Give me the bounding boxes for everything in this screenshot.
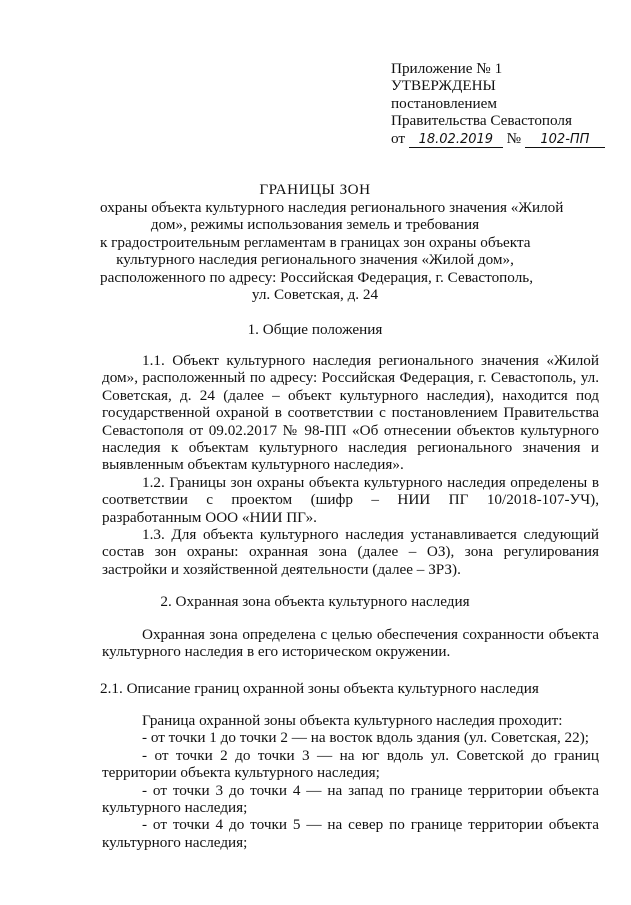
- boundary-item: - от точки 4 до точки 5 — на север по границе территории объекта культурного наследия;: [102, 816, 599, 851]
- approved-label: УТВЕРЖДЕНЫ: [391, 77, 496, 95]
- paragraph-1-2: 1.2. Границы зон охраны объекта культурного наследия определены в соответствии с проектом (шифр – НИИ ПГ 10/2018-107-УЧ), разработанным ООО «НИИ ПГ».: [102, 473, 599, 526]
- document-title: ГРАНИЦЫ ЗОН: [259, 181, 371, 198]
- handwritten-number: 102-ПП: [525, 133, 605, 148]
- subtitle-line: культурного наследия регионального значения «Жилой дом»,: [116, 251, 514, 269]
- paragraph-1-3: 1.3. Для объекта культурного наследия устанавливается следующий состав зон охраны: охранная зона (далее – ОЗ), зона регулирования застройки и хозяйственной деятельности (далее – ЗРЗ).: [102, 526, 599, 578]
- approval-stamp: [391, 60, 616, 148]
- subtitle-line: расположенного по адресу: Российская Федерация, г. Севастополь,: [100, 268, 534, 286]
- subtitle-line: дом», режимы использования земель и требования: [150, 216, 480, 234]
- boundary-item: - от точки 3 до точки 4 — на запад по границе территории объекта культурного наследия;: [102, 781, 599, 817]
- section-2-1-heading: 2.1. Описание границ охранной зоны объекта культурного наследия: [100, 680, 539, 697]
- government-label: Правительства Севастополя: [391, 112, 572, 130]
- date-prefix: от: [391, 129, 406, 147]
- approval-date-line: [391, 130, 616, 148]
- section-2-body: [102, 626, 599, 661]
- boundary-item: - от точки 1 до точки 2 — на восток вдоль здания (ул. Советская, 22);: [142, 729, 590, 747]
- document-subtitle: [100, 199, 564, 304]
- handwritten-date: 18.02.2019: [409, 133, 503, 148]
- appendix-label: Приложение № 1: [391, 60, 503, 77]
- subtitle-line: охраны объекта культурного наследия регионального значения «Жилой: [100, 199, 564, 216]
- resolution-label: постановлением: [391, 94, 498, 112]
- paragraph-2-intro: Охранная зона определена с целью обеспечения сохранности объекта культурного наследия в его историческом окружении.: [102, 626, 599, 661]
- section-1-heading: 1. Общие положения: [247, 321, 383, 338]
- subtitle-line: ул. Советская, д. 24: [251, 286, 379, 304]
- subtitle-line: к градостроительным регламентам в границах зон охраны объекта: [100, 233, 531, 251]
- boundary-item: - от точки 2 до точки 3 — на юг вдоль ул. Советской до границ территории объекта культурного наследия;: [102, 746, 599, 782]
- section-1-body: [102, 352, 599, 578]
- section-2-heading: 2. Охранная зона объекта культурного наследия: [160, 593, 470, 610]
- boundary-intro: Граница охранной зоны объекта культурного наследия проходит:: [142, 712, 563, 729]
- number-prefix: №: [506, 129, 522, 147]
- paragraph-1-1: 1.1. Объект культурного наследия регионального значения «Жилой дом», расположенный по адресу: Российская Федерация, г. Севастополь, ул. Советская, д. 24 (далее – объект культурного наследия), находится под государственной охраной в соответствии с постановлением Правительства Севастополя от 09.02.2017 № 98-ПП «Об отнесении объектов культурного наследия к объектам культурного наследия регионального значения и выявленным объектам культурного наследия».: [102, 352, 599, 474]
- boundary-description: [102, 712, 599, 851]
